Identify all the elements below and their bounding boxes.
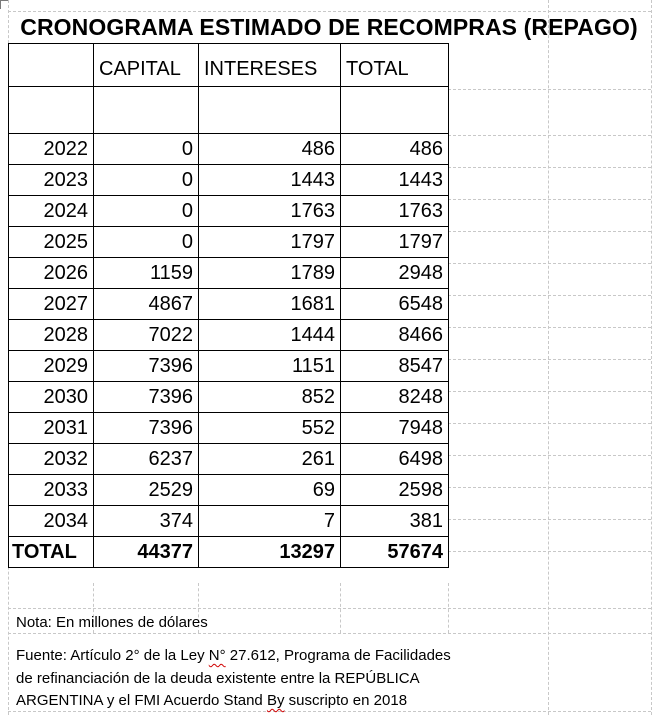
source-text: 27.612, Programa de Facilidades: [225, 647, 451, 664]
capital-cell[interactable]: 0: [94, 165, 199, 196]
table-row: [9, 382, 449, 413]
table-row: [9, 289, 449, 320]
gridline-horizontal: [448, 327, 651, 328]
year-cell[interactable]: 2029: [9, 351, 94, 382]
interest-cell[interactable]: 69: [199, 475, 341, 506]
table-row: [9, 320, 449, 351]
repayment-table: [8, 43, 449, 568]
interest-cell[interactable]: 852: [199, 382, 341, 413]
interest-cell[interactable]: 1797: [199, 227, 341, 258]
gridline-horizontal: [8, 633, 651, 634]
interest-cell[interactable]: 1443: [199, 165, 341, 196]
interest-cell[interactable]: 1151: [199, 351, 341, 382]
header-total-cell[interactable]: TOTAL: [341, 44, 449, 87]
capital-cell[interactable]: 0: [94, 227, 199, 258]
interest-cell[interactable]: 261: [199, 444, 341, 475]
year-cell[interactable]: 2033: [9, 475, 94, 506]
interest-cell[interactable]: 1763: [199, 196, 341, 227]
source-line-1: [16, 645, 536, 668]
table-cell[interactable]: [9, 87, 94, 134]
source-text: Fuente: Artículo 2° de la Ley: [16, 647, 209, 664]
total-cell[interactable]: 1763: [341, 196, 449, 227]
source-cell[interactable]: [16, 645, 536, 713]
note-cell[interactable]: Nota: En millones de dólares: [16, 614, 208, 631]
table-row: [9, 444, 449, 475]
total-cell[interactable]: 7948: [341, 413, 449, 444]
table-row: [9, 475, 449, 506]
gridline-horizontal: [448, 519, 651, 520]
gridline-horizontal: [448, 135, 651, 136]
source-line-2: de refinanciación de la deuda existente entre la REPÚBLICA: [16, 669, 420, 687]
capital-cell[interactable]: 0: [94, 196, 199, 227]
table-row: [9, 506, 449, 537]
year-cell[interactable]: 2024: [9, 196, 94, 227]
blank-row: [9, 87, 449, 134]
table-row: [9, 134, 449, 165]
interest-cell[interactable]: 1444: [199, 320, 341, 351]
source-text: ARGENTINA y el FMI Acuerdo Stand: [16, 692, 267, 709]
header-year-cell[interactable]: [9, 44, 94, 87]
year-cell[interactable]: 2025: [9, 227, 94, 258]
spellcheck-word: N°: [208, 647, 226, 664]
capital-cell[interactable]: 7396: [94, 351, 199, 382]
interest-cell[interactable]: 486: [199, 134, 341, 165]
interest-cell[interactable]: 552: [199, 413, 341, 444]
header-row: [9, 44, 449, 87]
total-cell[interactable]: 1443: [341, 165, 449, 196]
table-cell[interactable]: [199, 87, 341, 134]
header-capital-cell[interactable]: CAPITAL: [94, 44, 199, 87]
interest-cell[interactable]: 1681: [199, 289, 341, 320]
total-cell[interactable]: 1797: [341, 227, 449, 258]
gridline-horizontal: [448, 455, 651, 456]
year-cell[interactable]: 2027: [9, 289, 94, 320]
totals-capital-cell[interactable]: 44377: [94, 537, 199, 568]
total-cell[interactable]: 8466: [341, 320, 449, 351]
table-cell[interactable]: [341, 87, 449, 134]
capital-cell[interactable]: 7396: [94, 382, 199, 413]
total-cell[interactable]: 486: [341, 134, 449, 165]
gridline-horizontal: [8, 608, 651, 609]
gridline-horizontal: [448, 423, 651, 424]
capital-cell[interactable]: 0: [94, 134, 199, 165]
table-row: [9, 413, 449, 444]
year-cell[interactable]: 2023: [9, 165, 94, 196]
capital-cell[interactable]: 2529: [94, 475, 199, 506]
year-cell[interactable]: 2022: [9, 134, 94, 165]
table-cell[interactable]: [94, 87, 199, 134]
spellcheck-word: By: [266, 692, 285, 709]
table-row: [9, 165, 449, 196]
total-cell[interactable]: 8248: [341, 382, 449, 413]
gridline-horizontal: [448, 359, 651, 360]
source-text: suscripto en 2018: [284, 692, 408, 709]
gridline-horizontal: [448, 551, 651, 552]
gridline-horizontal: [448, 199, 651, 200]
totals-interest-cell[interactable]: 13297: [199, 537, 341, 568]
total-cell[interactable]: 8547: [341, 351, 449, 382]
gridline-horizontal: [448, 487, 651, 488]
source-line-3: [16, 690, 536, 713]
capital-cell[interactable]: 4867: [94, 289, 199, 320]
gridline-horizontal: [448, 263, 651, 264]
header-interest-cell[interactable]: INTERESES: [199, 44, 341, 87]
interest-cell[interactable]: 7: [199, 506, 341, 537]
year-cell[interactable]: 2030: [9, 382, 94, 413]
table-row: [9, 227, 449, 258]
capital-cell[interactable]: 6237: [94, 444, 199, 475]
capital-cell[interactable]: 7022: [94, 320, 199, 351]
capital-cell[interactable]: 1159: [94, 258, 199, 289]
sheet-title[interactable]: CRONOGRAMA ESTIMADO DE RECOMPRAS (REPAGO): [20, 14, 638, 40]
gridline-horizontal: [448, 295, 651, 296]
totals-total-cell[interactable]: 57674: [341, 537, 449, 568]
gridline-horizontal: [448, 231, 651, 232]
total-cell[interactable]: 2948: [341, 258, 449, 289]
year-cell[interactable]: 2028: [9, 320, 94, 351]
total-cell[interactable]: 6548: [341, 289, 449, 320]
year-cell[interactable]: 2026: [9, 258, 94, 289]
year-cell[interactable]: 2032: [9, 444, 94, 475]
capital-cell[interactable]: 374: [94, 506, 199, 537]
total-cell[interactable]: 6498: [341, 444, 449, 475]
year-cell[interactable]: 2031: [9, 413, 94, 444]
table-row: [9, 196, 449, 227]
totals-row: [9, 537, 449, 568]
total-cell[interactable]: 381: [341, 506, 449, 537]
gridline-horizontal: [448, 89, 651, 90]
gridline-vertical: [651, 0, 652, 715]
capital-cell[interactable]: 7396: [94, 413, 199, 444]
gridline-horizontal: [448, 391, 651, 392]
interest-cell[interactable]: 1789: [199, 258, 341, 289]
year-cell[interactable]: 2034: [9, 506, 94, 537]
table-row: [9, 351, 449, 382]
table-row: [9, 258, 449, 289]
totals-label-cell[interactable]: TOTAL: [9, 537, 94, 568]
gridline-horizontal: [448, 167, 651, 168]
total-cell[interactable]: 2598: [341, 475, 449, 506]
